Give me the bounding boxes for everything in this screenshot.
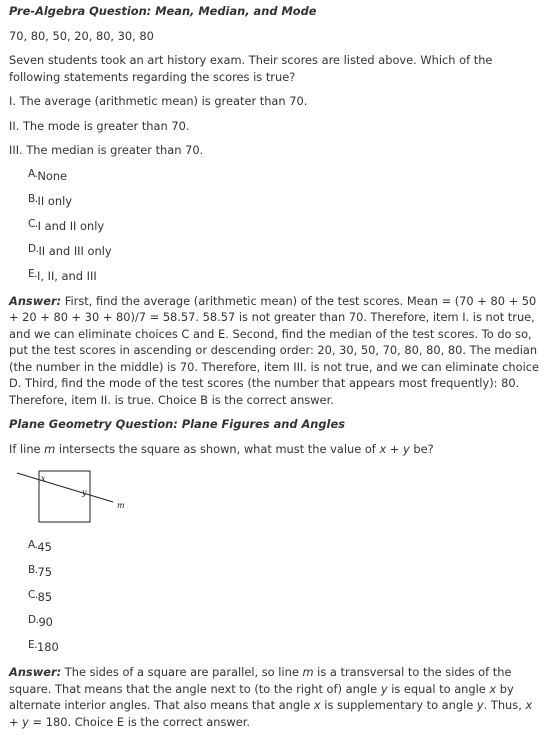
q2-prompt [9, 441, 540, 458]
choice-text: None [37, 168, 68, 183]
q2-choice-b[interactable] [28, 564, 540, 589]
q1-choice-a[interactable] [28, 168, 540, 193]
choice-letter: D. [28, 242, 39, 255]
choice-text: 45 [37, 540, 52, 554]
answer-text: is a transversal to the sides of the square. That means that the angle next to (to the right of) angle [9, 665, 512, 696]
q2-choice-a[interactable] [28, 539, 540, 564]
answer-text: is supplementary to angle [320, 698, 477, 712]
choice-text: 90 [38, 615, 53, 629]
choice-letter: A. [28, 167, 38, 180]
q2-choice-c[interactable] [28, 589, 540, 614]
var-y: y [380, 681, 388, 696]
var-y: y [22, 714, 29, 729]
answer-label: Answer: [9, 665, 62, 679]
choice-text: II and III only [38, 243, 112, 258]
q2-answer [9, 664, 540, 730]
prompt-text: intersects the square as shown, what must the value of [55, 441, 380, 456]
choice-letter: B. [28, 564, 38, 576]
choice-letter: D. [28, 614, 39, 626]
prompt-text: be? [409, 441, 434, 456]
q1-choice-d[interactable] [28, 243, 540, 268]
answer-text: by alternate interior angles. That also means that angle [9, 681, 514, 712]
q1-choice-e[interactable] [28, 268, 540, 293]
var-m: m [44, 441, 56, 456]
answer-text: . Thus, [483, 698, 526, 712]
var-x: x [525, 698, 533, 712]
q1-choice-b[interactable] [28, 193, 540, 218]
choice-letter: A. [28, 539, 38, 551]
var-x: x [489, 681, 497, 696]
q2-choice-e[interactable] [28, 639, 540, 664]
q1-statement-3: III. The median is greater than 70. [9, 143, 204, 157]
choice-text: 75 [37, 565, 53, 579]
q2-choice-d[interactable] [28, 614, 540, 639]
choice-letter: C. [28, 589, 38, 601]
var-x: x [313, 698, 321, 712]
choice-text: I, II, and III [36, 268, 97, 283]
q1-answer [9, 293, 540, 409]
prompt-text: + [386, 441, 403, 456]
q1-statement-2: II. The mode is greater than 70. [9, 118, 190, 133]
prompt-text: If line [9, 441, 45, 456]
label-x: x [41, 474, 46, 483]
q1-choices [28, 168, 540, 293]
choice-text: 85 [37, 590, 53, 604]
answer-text: is equal to angle [387, 681, 490, 696]
q1-statement-1: I. The average (arithmetic mean) is greater than 70. [9, 94, 308, 108]
label-m: m [117, 501, 125, 510]
square-transversal-diagram [9, 467, 159, 525]
label-y: y [82, 488, 87, 497]
line-m [17, 473, 113, 502]
q1-choice-c[interactable] [28, 218, 540, 243]
choice-letter: C. [28, 217, 38, 230]
answer-label: Answer: [9, 293, 62, 308]
choice-letter: E. [28, 267, 37, 280]
q2-choices [28, 539, 540, 664]
q1-prompt: Seven students took an art history exam. Their scores are listed above. Which of the following statements regarding the scores is true? [9, 53, 493, 84]
q1-scores: 70, 80, 50, 20, 80, 30, 80 [9, 28, 154, 43]
choice-text: I and II only [37, 218, 105, 233]
choice-letter: B. [28, 192, 38, 205]
square-figure [9, 467, 540, 525]
answer-text: The sides of a square are parallel, so line [61, 665, 303, 679]
var-y: y [476, 698, 484, 712]
answer-text: First, find the average (arithmetic mean) of the test scores. Mean = (70 + 80 + 50 + 20 + 80 + 30 + 80)/7 = 58.57. 58.57 is not greater than 70. Therefore, item I. is not true, and we can eliminate choices C and E. Second, find the median of the test scores. To do so, put the test scores in ascending or descending order: 20, 30, 50, 70, 80, 80, 80. The median (the number in the middle) is 70. Therefore, item III. is not true, and we can eliminate choice D. Third, find the mode of the test scores (the number that appears most frequently): 80. Therefore, item II. is true. Choice B is the correct answer. [9, 293, 539, 407]
q1-heading: Pre-Algebra Question: Mean, Median, and Mode [9, 4, 317, 18]
var-m: m [302, 665, 314, 679]
choice-letter: E. [28, 639, 37, 651]
answer-text: = 180. Choice E is the correct answer. [28, 714, 250, 729]
answer-text: + [9, 714, 23, 729]
var-x: x [379, 441, 387, 456]
q2-heading: Plane Geometry Question: Plane Figures and Angles [9, 417, 345, 431]
choice-text: II only [37, 193, 72, 208]
var-y: y [402, 441, 410, 456]
choice-text: 180 [36, 640, 59, 654]
